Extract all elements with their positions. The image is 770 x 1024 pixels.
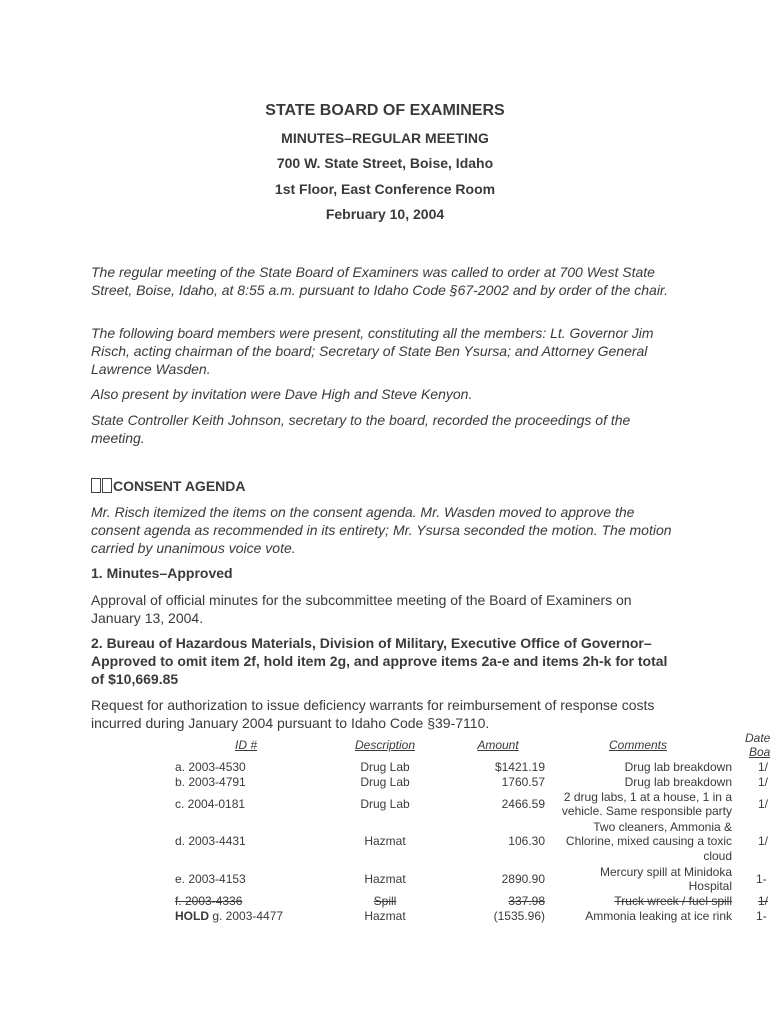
table-row-g-id xyxy=(175,909,283,923)
meeting-date: February 10, 2004 xyxy=(325,206,445,222)
document-subtitle: MINUTES–REGULAR MEETING xyxy=(281,130,489,146)
table-row-e-comments-line1: Mercury spill at Minidoka xyxy=(599,865,732,879)
document-title: STATE BOARD OF EXAMINERS xyxy=(265,102,505,119)
table-row-e-amount: 2890.90 xyxy=(501,872,545,886)
table-row-d-date: 1/ xyxy=(758,834,769,848)
consent-agenda-text: Mr. Risch itemized the items on the consent agenda. Mr. Wasden moved to approve the consent agenda as recommended in its entirety; Mr. Ysursa seconded the motion. The motion carried by unanimous voice vote. xyxy=(91,504,672,556)
table-row-f-id: f. 2003-4336 xyxy=(175,894,243,908)
table-header-comments: Comments xyxy=(608,738,667,752)
table-row-c-comments-line1: 2 drug labs, 1 at a house, 1 in a xyxy=(563,790,732,804)
table-row-c-comments-line2: vehicle. Same responsible party xyxy=(561,804,732,818)
table-row-a-id: a. 2003-4530 xyxy=(175,760,246,774)
table-row-c-id: c. 2004-0181 xyxy=(175,797,246,811)
table-row-g-description: Hazmat xyxy=(364,909,406,923)
hold-label: HOLD xyxy=(175,909,209,923)
table-header-date: Date xyxy=(745,731,770,745)
table-row-d-amount: 106.30 xyxy=(508,834,545,848)
table-row-g-comments: Ammonia leaking at ice rink xyxy=(585,909,732,923)
table-row-b-date: 1/ xyxy=(758,775,769,789)
table-row-g-date: 1- xyxy=(756,909,767,923)
table-row-d-comments-line2: Chlorine, mixed causing a toxic xyxy=(565,834,732,848)
table-row-f-date: 1/ xyxy=(758,894,769,908)
table-row-f-comments: Truck wreck / fuel spill xyxy=(614,894,732,908)
item1-heading: 1. Minutes–Approved xyxy=(91,565,233,581)
table-row-c-amount: 2466.59 xyxy=(501,797,545,811)
item1-text: Approval of official minutes for the subcommittee meeting of the Board of Examiners on January 13, 2004. xyxy=(91,592,632,626)
table-row-c-description: Drug Lab xyxy=(360,797,410,811)
table-row-b-description: Drug Lab xyxy=(360,775,410,789)
table-row-a-date: 1/ xyxy=(758,760,769,774)
table-header-amount: Amount xyxy=(477,738,519,752)
table-row-b-amount: 1760.57 xyxy=(501,775,545,789)
item2-heading: 2. Bureau of Hazardous Materials, Division of Military, Executive Office of Governor–Approved to omit item 2f, hold item 2g, and approve items 2a-e and items 2h-k for total of $10,669.85 xyxy=(91,635,668,687)
table-row-e-description: Hazmat xyxy=(364,872,406,886)
table-row-e-comments-line2: Hospital xyxy=(688,879,732,893)
table-header-description: Description xyxy=(354,738,416,752)
table-header-id: ID # xyxy=(234,738,257,752)
intro-paragraph-3: Also present by invitation were Dave High and Steve Kenyon. xyxy=(91,386,473,402)
table-row-d-id: d. 2003-4431 xyxy=(175,834,246,848)
table-row-a-description: Drug Lab xyxy=(360,760,410,774)
table-row-d-comments-line1: Two cleaners, Ammonia & xyxy=(593,820,732,834)
table-row-e-id: e. 2003-4153 xyxy=(175,872,246,886)
table-header-board: Boa xyxy=(749,745,770,759)
intro-paragraph-1: The regular meeting of the State Board of Examiners was called to order at 700 West State Street, Boise, Idaho, at 8:55 a.m. pursuant to Idaho Code §67-2002 and by order of the chair. xyxy=(91,264,668,298)
table-row-f-amount: 337.98 xyxy=(508,894,545,908)
table-row-b-id: b. 2003-4791 xyxy=(175,775,246,789)
consent-agenda-label: CONSENT AGENDA xyxy=(113,478,246,494)
table-row-d-comments-line3: cloud xyxy=(703,849,732,863)
table-row-a-comments: Drug lab breakdown xyxy=(624,760,732,774)
table-row-b-comments: Drug lab breakdown xyxy=(624,775,732,789)
table-row-c-date: 1/ xyxy=(758,797,769,811)
intro-paragraph-2: The following board members were present, constituting all the members: Lt. Governor Jim Risch, acting chairman of the board; Secretary of State Ben Ysursa; and Attorney General Lawrence Wasden. xyxy=(91,325,654,377)
table-row-g-amount: (1535.96) xyxy=(493,909,545,923)
table-row-a-amount: $1421.19 xyxy=(494,760,545,774)
item2-text: Request for authorization to issue deficiency warrants for reimbursement of response costs incurred during January 2004 pursuant to Idaho Code §39-7110. xyxy=(91,697,655,731)
table-row-g-id-value: g. 2003-4477 xyxy=(212,909,284,923)
table-row-f-description: Spill xyxy=(373,894,397,908)
table-row-d-description: Hazmat xyxy=(364,834,406,848)
intro-paragraph-4: State Controller Keith Johnson, secretary to the board, recorded the proceedings of the meeting. xyxy=(91,412,631,446)
table-row-e-date: 1- xyxy=(756,872,767,886)
meeting-room: 1st Floor, East Conference Room xyxy=(274,181,496,197)
meeting-address: 700 W. State Street, Boise, Idaho xyxy=(276,155,494,171)
